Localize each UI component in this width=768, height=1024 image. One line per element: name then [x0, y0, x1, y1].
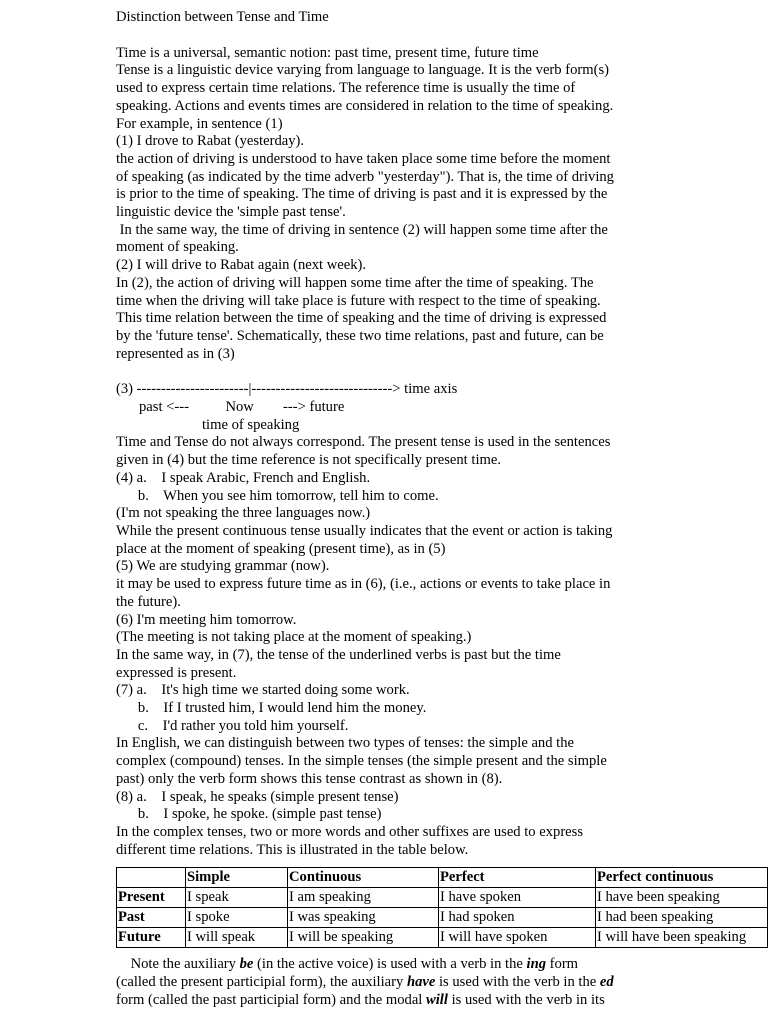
- table-header-cell: Simple: [186, 868, 288, 888]
- spacer: [116, 363, 768, 381]
- text-line: of speaking (as indicated by the time adverb "yesterday"). That is, the time of driving: [116, 168, 614, 185]
- time-axis-line: (3) -----------------------|-----------------------------> time axis: [116, 381, 458, 398]
- example-sentence: (5) We are studying grammar (now).: [116, 558, 330, 575]
- text-line: (The meeting is not taking place at the moment of speaking.): [116, 629, 472, 646]
- note-paragraph: [116, 956, 768, 1009]
- table-row-header: Past: [117, 908, 186, 928]
- time-of-speaking-caption: time of speaking: [202, 416, 300, 433]
- table-header-cell: Perfect: [439, 868, 596, 888]
- text-line: complex (compound) tenses. In the simple tenses (the simple present and the simple: [116, 753, 607, 770]
- example-sentence: (8) a. I speak, he speaks (simple present tense): [116, 788, 399, 805]
- table-cell: I was speaking: [288, 908, 439, 928]
- table-cell: I had been speaking: [596, 908, 768, 928]
- table-header-cell: [117, 868, 186, 888]
- text-line: Tense is a linguistic device varying from language to language. It is the verb form(s): [116, 62, 609, 79]
- note-text: is used with the verb in the: [435, 974, 600, 991]
- text-line: used to express certain time relations. The reference time is usually the time of: [116, 80, 576, 97]
- text-line: the future).: [116, 593, 181, 610]
- text-line: (I'm not speaking the three languages now.): [116, 505, 371, 522]
- example-sentence: (6) I'm meeting him tomorrow.: [116, 611, 297, 628]
- note-text: (called the present participial form), the auxiliary: [116, 974, 407, 991]
- table-row-header: Present: [117, 888, 186, 908]
- text-line: linguistic device the 'simple past tense'.: [116, 204, 346, 221]
- text-line: In the same way, in (7), the tense of the underlined verbs is past but the time: [116, 646, 561, 663]
- text-line: given in (4) but the time reference is not specifically present time.: [116, 452, 501, 469]
- example-sentence: (1) I drove to Rabat (yesterday).: [116, 133, 305, 150]
- text-line: [116, 974, 768, 992]
- table-cell: I will speak: [186, 928, 288, 948]
- text-line: speaking. Actions and events times are considered in relation to the time of speaking.: [116, 97, 614, 114]
- note-text: form: [546, 956, 579, 973]
- text-line: This time relation between the time of speaking and the time of driving is expressed: [116, 310, 607, 327]
- table-cell: I am speaking: [288, 888, 439, 908]
- document-page: [116, 9, 768, 1009]
- tense-table: [116, 867, 768, 948]
- text-line: by the 'future tense'. Schematically, these two time relations, past and future, can be: [116, 327, 604, 344]
- text-line: time when the driving will take place is future with respect to the time of speaking.: [116, 292, 601, 309]
- text-line: it may be used to express future time as in (6), (i.e., actions or events to take place in: [116, 576, 611, 593]
- text-line: moment of speaking.: [116, 239, 239, 256]
- emphasis-ed: ed: [599, 974, 614, 991]
- table-header-cell: Continuous: [288, 868, 439, 888]
- paragraph-block-2: [116, 434, 768, 859]
- example-sentence: (4) a. I speak Arabic, French and English.: [116, 469, 371, 486]
- example-sentence: (2) I will drive to Rabat again (next week).: [116, 257, 367, 274]
- text-line: In the same way, the time of driving in sentence (2) will happen some time after the: [116, 221, 608, 238]
- table-row-header: Future: [117, 928, 186, 948]
- table-cell: I will have been speaking: [596, 928, 768, 948]
- text-line: place at the moment of speaking (present time), as in (5): [116, 540, 446, 557]
- text-line: [116, 992, 768, 1010]
- text-line: Time is a universal, semantic notion: past time, present time, future time: [116, 44, 539, 61]
- text-line: represented as in (3): [116, 345, 235, 362]
- example-sentence: c. I'd rather you told him yourself.: [116, 717, 349, 734]
- text-line: [116, 956, 768, 974]
- table-cell: I had spoken: [439, 908, 596, 928]
- emphasis-will: will: [426, 991, 448, 1008]
- table-row: [117, 908, 768, 928]
- table-header-row: [117, 868, 768, 888]
- text-line: Time and Tense do not always correspond. The present tense is used in the sentences: [116, 434, 611, 451]
- example-sentence: b. If I trusted him, I would lend him the money.: [116, 700, 427, 717]
- example-sentence: b. I spoke, he spoke. (simple past tense): [116, 806, 382, 823]
- table-cell: I will be speaking: [288, 928, 439, 948]
- table-cell: I have been speaking: [596, 888, 768, 908]
- text-line: expressed is present.: [116, 664, 237, 681]
- table-cell: I spoke: [186, 908, 288, 928]
- document-title: Distinction between Tense and Time: [116, 9, 329, 25]
- text-line: For example, in sentence (1): [116, 115, 283, 132]
- emphasis-have: have: [406, 974, 436, 991]
- table-row: [117, 888, 768, 908]
- emphasis-be: be: [239, 956, 254, 973]
- note-text: form (called the past participial form) and the modal: [116, 991, 427, 1008]
- time-axis-labels: past <--- Now ---> future: [139, 399, 345, 416]
- table-row: [117, 928, 768, 948]
- emphasis-ing: ing: [526, 956, 547, 973]
- text-line: past) only the verb form shows this tense contrast as shown in (8).: [116, 770, 503, 787]
- note-text: is used with the verb in its: [447, 991, 605, 1008]
- text-line: While the present continuous tense usually indicates that the event or action is taking: [116, 522, 613, 539]
- table-cell: I have spoken: [439, 888, 596, 908]
- text-line: In (2), the action of driving will happen some time after the time of speaking. The: [116, 274, 594, 291]
- text-line: In the complex tenses, two or more words and other suffixes are used to express: [116, 823, 584, 840]
- example-sentence: b. When you see him tomorrow, tell him to come.: [116, 487, 439, 504]
- paragraph-block-1: [116, 45, 768, 364]
- table-header-cell: Perfect continuous: [596, 868, 768, 888]
- text-line: In English, we can distinguish between two types of tenses: the simple and the: [116, 735, 574, 752]
- text-line: is prior to the time of speaking. The time of driving is past and it is expressed by the: [116, 186, 608, 203]
- time-axis-diagram: [116, 381, 768, 434]
- text-line: different time relations. This is illustrated in the table below.: [116, 841, 469, 858]
- note-text: (in the active voice) is used with a verb in the: [253, 956, 527, 973]
- table-cell: I will have spoken: [439, 928, 596, 948]
- note-text: Note the auxiliary: [116, 956, 240, 973]
- spacer: [116, 27, 768, 45]
- table-cell: I speak: [186, 888, 288, 908]
- example-sentence: (7) a. It's high time we started doing some work.: [116, 682, 410, 699]
- text-line: the action of driving is understood to have taken place some time before the moment: [116, 150, 611, 167]
